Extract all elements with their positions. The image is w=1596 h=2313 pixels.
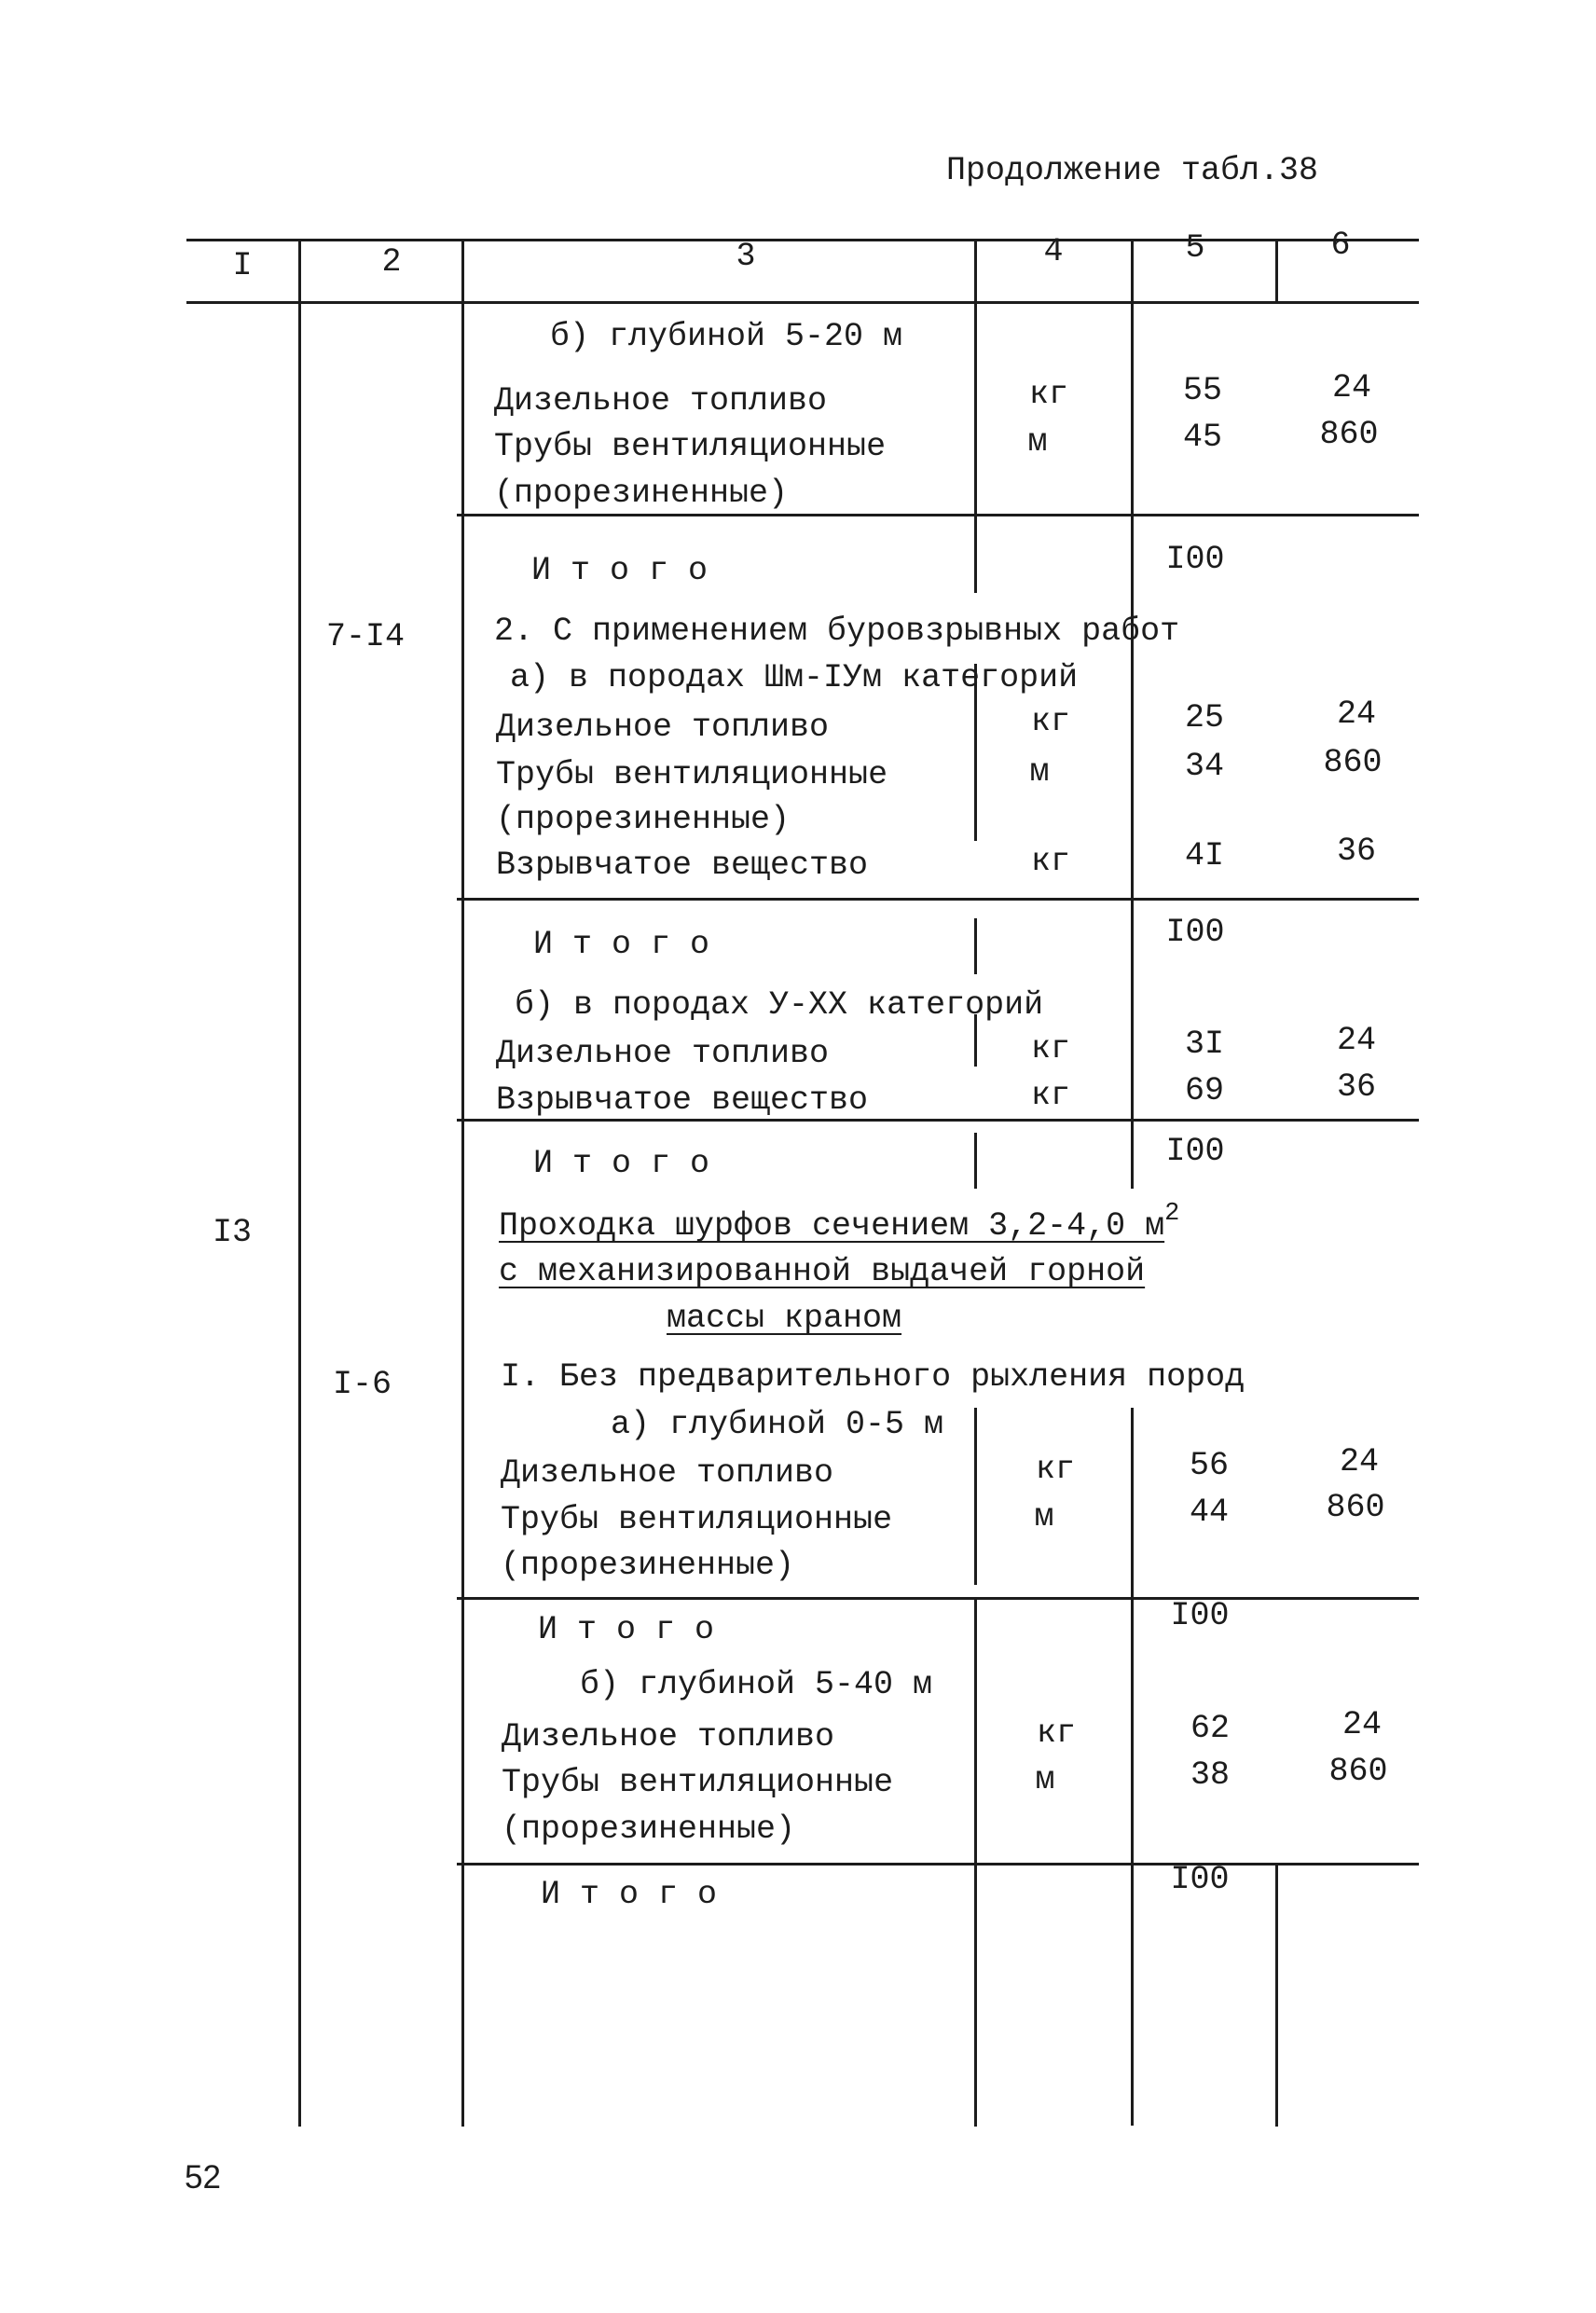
item-unit: м — [1035, 1761, 1055, 1798]
section-rule — [457, 1119, 1419, 1122]
item-code: 24 — [1331, 369, 1371, 406]
heading-superscript: 2 — [1164, 1200, 1180, 1228]
column-divider — [1275, 239, 1278, 301]
item-share: 3I — [1184, 1026, 1224, 1063]
item-note: (прорезиненные) — [501, 1547, 795, 1584]
section-subtitle: а) в породах Шм-IУм категорий — [510, 659, 1079, 696]
item-unit: м — [1027, 423, 1048, 461]
row-range: I-6 — [333, 1366, 392, 1403]
item-name: Дизельное топливо — [496, 1035, 830, 1072]
total-value: I00 — [1165, 1133, 1225, 1170]
column-divider — [974, 1133, 977, 1189]
header-col-5: 5 — [1185, 229, 1205, 267]
item-code: 24 — [1336, 1022, 1376, 1059]
item-share: 25 — [1184, 699, 1224, 737]
section-rule — [457, 898, 1419, 901]
item-share: 62 — [1190, 1710, 1230, 1747]
item-share: 34 — [1184, 748, 1224, 785]
heading-line-1: Проходка шурфов сечением 3,2-4,0 м — [499, 1207, 1165, 1245]
total-label: И т о г о — [541, 1876, 718, 1913]
header-col-6: 6 — [1330, 227, 1351, 264]
total-label: И т о г о — [531, 552, 709, 589]
item-unit: кг — [1030, 843, 1070, 880]
item-share: 56 — [1189, 1447, 1229, 1484]
item-code: 860 — [1319, 416, 1379, 453]
column-divider — [1131, 1408, 1134, 2126]
column-divider — [1131, 239, 1134, 1176]
section-subtitle: б) глубиной 5-40 м — [580, 1666, 933, 1703]
item-code: 36 — [1336, 1068, 1376, 1106]
item-name: Взрывчатое вещество — [496, 1081, 869, 1119]
item-code: 860 — [1323, 744, 1383, 781]
section-subtitle: б) глубиной 5-20 м — [550, 318, 903, 355]
item-share: 44 — [1189, 1494, 1229, 1531]
column-divider — [298, 239, 301, 2127]
item-code: 36 — [1336, 833, 1376, 870]
section-subtitle: а) глубиной 0-5 м — [611, 1406, 944, 1443]
heading-line-2: с механизированной выдачей горной — [499, 1253, 1146, 1290]
item-name: Дизельное топливо — [502, 1718, 835, 1755]
item-name: Дизельное топливо — [501, 1454, 834, 1492]
item-share: 38 — [1190, 1756, 1230, 1794]
item-unit: кг — [1028, 376, 1068, 413]
column-divider — [974, 239, 977, 593]
item-name: Трубы вентиляционные — [502, 1764, 894, 1801]
total-value: I00 — [1165, 914, 1225, 951]
section-rule — [457, 514, 1419, 516]
item-code: 860 — [1328, 1753, 1388, 1790]
header-col-3: 3 — [736, 238, 756, 275]
item-name: Трубы вентиляционные — [494, 428, 887, 465]
item-share: 4I — [1184, 837, 1224, 874]
section-subtitle: б) в породах У-ХХ категорий — [515, 986, 1044, 1024]
column-divider — [974, 1408, 977, 1585]
section-title: I. Без предварительного рыхления пород — [501, 1358, 1245, 1396]
column-divider — [461, 239, 464, 2127]
item-note: (прорезиненные) — [496, 801, 791, 838]
item-name: Взрывчатое вещество — [496, 847, 869, 884]
item-unit: кг — [1030, 1030, 1070, 1067]
column-divider — [1131, 1133, 1134, 1189]
header-col-1: I — [232, 247, 253, 284]
total-label: И т о г о — [533, 1145, 710, 1182]
page-number: 52 — [185, 2159, 221, 2196]
item-share: 69 — [1184, 1072, 1224, 1109]
item-name: Дизельное топливо — [494, 382, 828, 420]
column-divider — [1275, 1863, 1278, 2127]
item-code: 24 — [1341, 1706, 1382, 1743]
item-note: (прорезиненные) — [494, 475, 789, 512]
item-unit: кг — [1035, 1451, 1075, 1488]
item-code: 24 — [1336, 695, 1376, 733]
total-value: I00 — [1170, 1861, 1230, 1898]
row-range: 7-I4 — [326, 618, 406, 655]
item-share: 55 — [1182, 372, 1222, 409]
heading-line-3: массы краном — [667, 1300, 902, 1337]
total-value: I00 — [1165, 541, 1225, 578]
total-label: И т о г о — [538, 1611, 715, 1648]
column-divider — [974, 1597, 977, 2127]
item-name: Трубы вентиляционные — [496, 756, 888, 793]
item-note: (прорезиненные) — [502, 1810, 796, 1848]
table-caption: Продолжение табл.38 — [946, 152, 1319, 189]
item-unit: кг — [1030, 703, 1070, 740]
item-unit: кг — [1036, 1714, 1076, 1752]
item-unit: м — [1034, 1498, 1054, 1535]
item-name: Дизельное топливо — [496, 709, 830, 746]
item-code: 860 — [1326, 1489, 1385, 1526]
item-unit: кг — [1030, 1077, 1070, 1114]
section-title: 2. С применением буровзрывных работ — [494, 613, 1180, 650]
item-name: Трубы вентиляционные — [501, 1501, 893, 1538]
header-bottom-rule — [186, 301, 1419, 304]
section-number: I3 — [213, 1214, 253, 1251]
header-col-4: 4 — [1043, 233, 1064, 270]
item-code: 24 — [1339, 1443, 1379, 1480]
total-value: I00 — [1170, 1597, 1230, 1634]
item-share: 45 — [1182, 419, 1222, 456]
section-heading — [499, 1200, 1180, 1247]
total-label: И т о г о — [533, 926, 710, 963]
column-divider — [974, 918, 977, 974]
section-rule — [457, 1597, 1419, 1600]
header-col-2: 2 — [381, 243, 402, 281]
item-unit: м — [1029, 753, 1050, 791]
